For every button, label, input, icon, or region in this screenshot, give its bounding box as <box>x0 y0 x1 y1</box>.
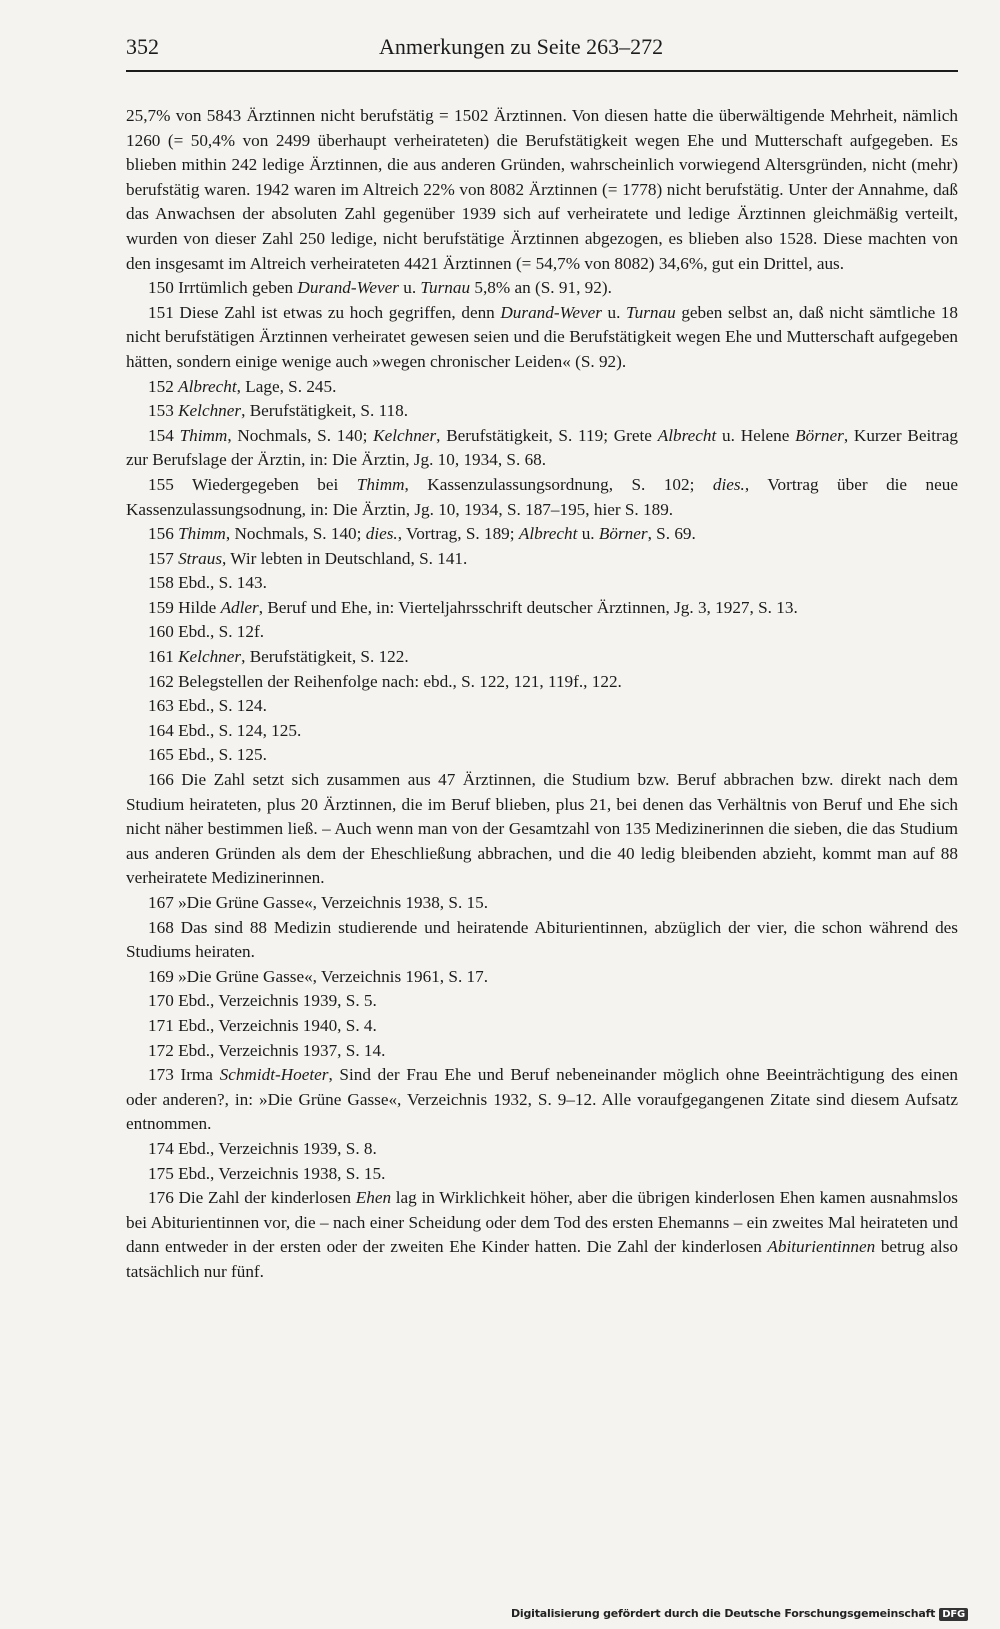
notes-body <box>126 104 958 1285</box>
note-175: 175 Ebd., Verzeichnis 1938, S. 15. <box>148 1163 386 1183</box>
note-155: 155 Wiedergegeben bei Thimm, Kassenzulassungsordnung, S. 102; dies., Vortrag über die neue Kassenzulassungsodnung, in: Die Ärztin, Jg. 10, 1934, S. 187–195, hier S. 189. <box>126 474 958 519</box>
note-158: 158 Ebd., S. 143. <box>148 573 267 593</box>
note-160: 160 Ebd., S. 12f. <box>148 622 265 642</box>
note-153: 153 Kelchner, Berufstätigkeit, S. 118. <box>148 401 409 421</box>
note-169: 169 »Die Grüne Gasse«, Verzeichnis 1961, S. 17. <box>148 966 489 986</box>
note-174: 174 Ebd., Verzeichnis 1939, S. 8. <box>148 1138 377 1158</box>
note-166: 166 Die Zahl setzt sich zusammen aus 47 Ärztinnen, die Studium bzw. Beruf abbrachen bzw. direkt nach dem Studium heirateten, plus 20 Ärztinnen, die im Beruf blieben, plus 21, bei denen das Verhältnis von Beruf und Ehe sich nicht näher bestimmen ließ. – Auch wenn man von der Gesamtzahl von 135 Medizinerinnen die sieben, die das Studium aus anderen Gründen als dem der Eheschließung abbrachen, und die 40 ledig bleibenden abzieht, kommt man auf 88 verheiratete Medizinerinnen. <box>126 770 958 888</box>
note-173: 173 Irma Schmidt-Hoeter, Sind der Frau Ehe und Beruf nebeneinander möglich ohne Beeinträchtigung des einen oder anderen?, in: »Die Grüne Gasse«, Verzeichnis 1932, S. 9–12. Alle voraufgegangenen Zitate sind diesem Aufsatz entnommen. <box>126 1065 958 1134</box>
note-171: 171 Ebd., Verzeichnis 1940, S. 4. <box>148 1015 377 1035</box>
note-163: 163 Ebd., S. 124. <box>148 696 267 716</box>
note-167: 167 »Die Grüne Gasse«, Verzeichnis 1938, S. 15. <box>148 893 489 912</box>
page-header <box>126 30 958 72</box>
note-170: 170 Ebd., Verzeichnis 1939, S. 5. <box>148 991 377 1011</box>
note-157: 157 Straus, Wir lebten in Deutschland, S. 141. <box>148 548 468 568</box>
credit-text: Digitalisierung gefördert durch die Deutsche Forschungsgemeinschaft <box>510 1607 936 1620</box>
note-172: 172 Ebd., Verzeichnis 1937, S. 14. <box>148 1040 386 1060</box>
document-page <box>126 0 958 1629</box>
dfg-logo: DFG <box>939 1608 968 1621</box>
note-151: 151 Diese Zahl ist etwas zu hoch gegriffen, denn Durand-Wever u. Turnau geben selbst an, daß nicht sämtliche 18 nicht berufstätigen Ärztinnen verheiratet gewesen seien und die Berufstätigkeit wegen Ehe und Mutterschaft aufgegeben hätten, sondern einige wenige auch »wegen chronischer Leiden« (S. 92). <box>126 302 958 371</box>
digitization-credit <box>511 1607 968 1621</box>
note-161: 161 Kelchner, Berufstätigkeit, S. 122. <box>148 647 409 667</box>
note-176: 176 Die Zahl der kinderlosen Ehen lag in Wirklichkeit höher, aber die übrigen kinderlosen Ehen kamen ausnahmslos bei Abiturientinnen vor, die – nach einer Scheidung oder dem Tod des ersten Ehemanns – ein zweites Mal heirateten und dann entweder in der ersten oder der zweiten Ehe Kinder hatten. Die Zahl der kinderlosen Abiturientinnen betrug also tatsächlich nur fünf. <box>126 1188 958 1281</box>
note-165: 165 Ebd., S. 125. <box>148 745 267 765</box>
note-154: 154 Thimm, Nochmals, S. 140; Kelchner, Berufstätigkeit, S. 119; Grete Albrecht u. Helene Börner, Kurzer Beitrag zur Berufslage der Ärztin, in: Die Ärztin, Jg. 10, 1934, S. 68. <box>126 425 958 470</box>
page-number: 352 <box>126 34 159 59</box>
note-159: 159 Hilde Adler, Beruf und Ehe, in: Vierteljahrsschrift deutscher Ärztinnen, Jg. 3, 1927, S. 13. <box>148 597 798 617</box>
note-152: 152 Albrecht, Lage, S. 245. <box>148 376 337 396</box>
running-title: Anmerkungen zu Seite 263–272 <box>379 34 664 59</box>
note-150: 150 Irrtümlich geben Durand-Wever u. Turnau 5,8% an (S. 91, 92). <box>148 278 612 298</box>
note-164: 164 Ebd., S. 124, 125. <box>148 720 302 740</box>
intro-paragraph: 25,7% von 5843 Ärztinnen nicht berufstätig = 1502 Ärztinnen. Von diesen hatte die überwältigende Mehrheit, nämlich 1260 (= 50,4% von 2499 überhaupt verheirateten) die Berufstätigkeit wegen Ehe und Mutterschaft aufgegeben. Es blieben mithin 242 ledige Ärztinnen, die aus anderen Gründen, wahrscheinlich vorwiegend Altersgründen, nicht (mehr) berufstätig waren. 1942 waren im Altreich 22% von 8082 Ärztinnen (= 1778) nicht berufstätig. Unter der Annahme, daß das Anwachsen der absoluten Zahl gegenüber 1939 sich auf verheiratete und ledige Ärztinnen gleichmäßig verteilt, wurden von dieser Zahl 250 ledige, nicht berufstätige Ärztinnen abgezogen, es blieben also 1528. Diese machten von den insgesamt im Altreich verheirateten 4421 Ärztinnen (= 54,7% von 8082) 34,6%, gut ein Drittel, aus. <box>126 106 958 273</box>
note-156: 156 Thimm, Nochmals, S. 140; dies., Vortrag, S. 189; Albrecht u. Börner, S. 69. <box>148 524 696 544</box>
note-162: 162 Belegstellen der Reihenfolge nach: ebd., S. 122, 121, 119f., 122. <box>148 671 622 691</box>
note-168: 168 Das sind 88 Medizin studierende und heiratende Abiturientinnen, abzüglich der vier, die schon während des Studiums heiraten. <box>126 917 958 962</box>
